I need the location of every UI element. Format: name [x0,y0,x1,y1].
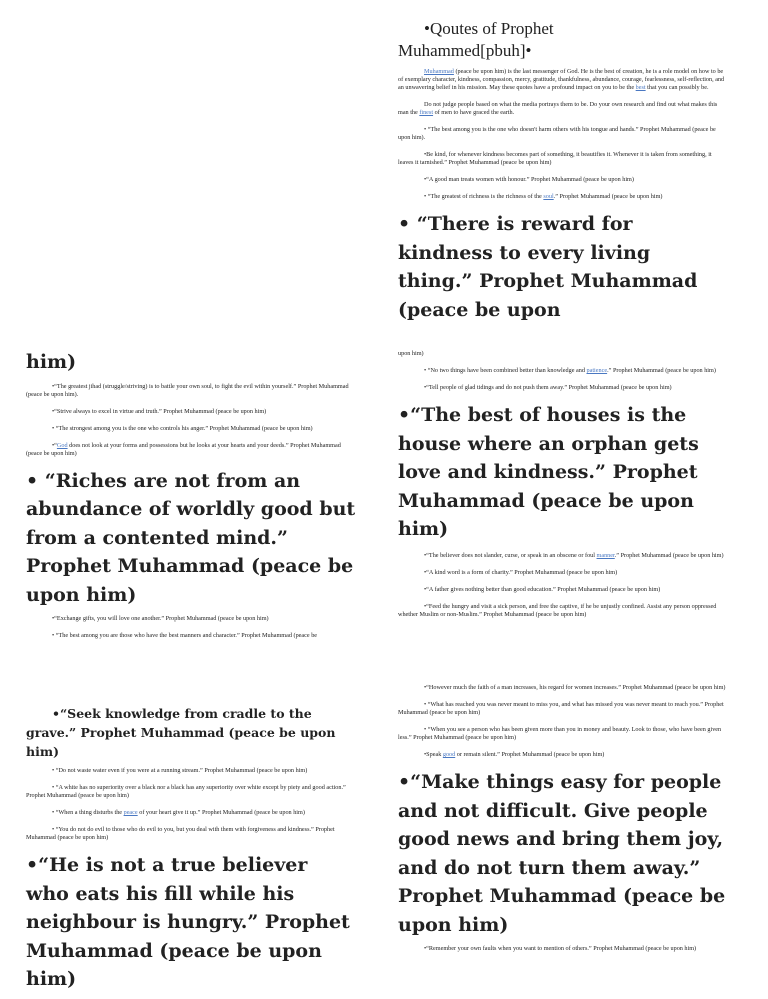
quote-item: •Be kind, for whenever kindness becomes part of something, it beautifies it. Whenever it is taken from something, it leaves it tarnished.” Prophet Muhammad (peace be upon him) [398,151,712,166]
quote-item: • “The best among you are those who have the best manners and character.” Prophet Muhammad (peace be [52,632,318,639]
quote-item: • “The strongest among you is the one who controls his anger.” Prophet Muhammad (peace be upon him) [52,424,313,432]
highlight-quote: • “There is reward for kindness to every living thing.” Prophet Muhammad (peace be upon [398,213,698,321]
quote-item: •Speak good or remain silent.” Prophet Muhammad (peace be upon him) [424,751,605,758]
patience-link[interactable]: patience [586,367,608,374]
quote-item: •“The greatest jihad (struggle/striving) is to battle your own soul, to fight the evil within yourself.” Prophet Muhammad (peace be upon him). [26,382,349,398]
page-5 [398,684,728,962]
document-title: •Qoutes of Prophet Muhammed[pbuh]• [398,19,554,60]
quote-item: • “Do not waste water even if you were at a running stream.” Prophet Muhammad (peace be upon him) [52,767,308,774]
page-2 [26,348,356,649]
quote-item: •“A father gives nothing better than good education.” Prophet Muhammad (peace be upon him) [424,585,661,593]
page-4 [26,704,356,994]
muhammad-link[interactable]: Muhammad [424,68,454,75]
manner-link[interactable]: manner [596,551,615,559]
judge-paragraph: Do not judge people based on what the media portrays them to be. Do your own research and find out what makes this man the finest of men to have graced the earth. [398,101,718,116]
highlight-quote: •“The best of houses is the house where an orphan gets love and kindness.” Prophet Muhammad (peace be upon him) [398,404,699,540]
quote-continued: upon him) [398,350,424,357]
highlight-quote: •“Make things easy for people and not difficult. Give people good news and bring them joy, and do not turn them away.” Prophet Muhammad (peace be upon him) [398,771,726,936]
finest-link[interactable]: finest [419,109,434,116]
quote-item: •“However much the faith of a man increases, his regard for women increases.” Prophet Muhammad (peace be upon him) [424,684,726,691]
best-link[interactable]: best [635,84,646,91]
highlight-quote-continued: him) [26,351,77,373]
quote-item: •“God does not look at your forms and possessions but he looks at your hearts and your deeds.” Prophet Muhammad (peace be upon him) [26,441,341,457]
good-link[interactable]: good [442,751,456,758]
god-link[interactable]: God [56,441,68,449]
page-1 [398,18,728,324]
quote-item: •“Tell people of glad tidings and do not push them away.” Prophet Muhammad (peace be upon him) [424,384,672,391]
highlight-quote: •“He is not a true believer who eats his fill while his neighbour is hungry.” Prophet Muhammad (peace be upon him) [26,854,350,990]
quote-item: •“Strive always to excel in virtue and truth.” Prophet Muhammad (peace be upon him) [52,407,267,415]
quote-item: •“Exchange gifts, you will love one another.” Prophet Muhammad (peace be upon him) [52,615,269,622]
quote-item: • “The best among you is the one who doesn't harm others with his tongue and hands.” Prophet Muhammad (peace be upon him). [398,126,716,141]
quote-item: •“The believer does not slander, curse, or speak in an obscene or foul manner.” Prophet Muhammad (peace be upon him) [424,551,724,559]
quote-item: •“Remember your own faults when you want to mention of others.” Prophet Muhammad (peace be upon him) [424,945,697,952]
quote-item: • “You do not do evil to those who do evil to you, but you deal with them with forgiveness and kindness.” Prophet Muhammad (peace be upon him) [26,826,335,841]
highlight-quote: • “Riches are not from an abundance of worldly good but from a contented mind.” Prophet Muhammad (peace be upon him) [26,469,356,606]
quote-item: •“A good man treats women with honour.” Prophet Muhammad (peace be upon him) [424,176,634,183]
quote-item: • “When a thing disturbs the peace of your heart give it up.” Prophet Muhammad (peace be upon him) [52,809,305,816]
intro-paragraph: Muhammad (peace be upon him) is the last messenger of God. He is the best of creation, he is a role model on how to be of exemplary character, kindness, compassion, mercy, gratitude, thankfulness, abundance, courage, fearlessness, self-reflection, and an unwavering belief in his mission. May these quotes have a profound impact on you to be the best that you can possibly be. [398,68,725,91]
soul-link[interactable]: soul [543,193,554,200]
quote-item: • “No two things have been combined better than knowledge and patience.” Prophet Muhammad (peace be upon him) [424,367,716,374]
quote-item: • “When you see a person who has been given more than you in money and beauty. Look to those, who have been given less.” Prophet Muhammad (peace be upon him) [398,726,722,741]
quote-item: • “A white has no superiority over a black nor a black has any superiority over white except by piety and good action.” Prophet Muhammad (peace be upon him) [26,784,346,799]
quote-item: •“Feed the hungry and visit a sick person, and free the captive, if he be unjustly confined. Assist any person oppressed whether Muslim or non-Muslim.” Prophet Muhammad (peace be upon him) [398,602,717,618]
page-3 [398,350,728,628]
quote-item: •“A kind word is a form of charity.” Prophet Muhammad (peace be upon him) [424,568,618,576]
medium-quote: •“Seek knowledge from cradle to the grave.” Prophet Muhammad (peace be upon him) [26,706,336,759]
peace-link[interactable]: peace [123,809,138,816]
quote-item: • “What has reached you was never meant to miss you, and what has missed you was never meant to reach you.” Prophet Muhammad (peace be upon him) [398,701,724,716]
quote-item: • “The greatest of richness is the richness of the soul.” Prophet Muhammad (peace be upon him) [424,193,663,200]
